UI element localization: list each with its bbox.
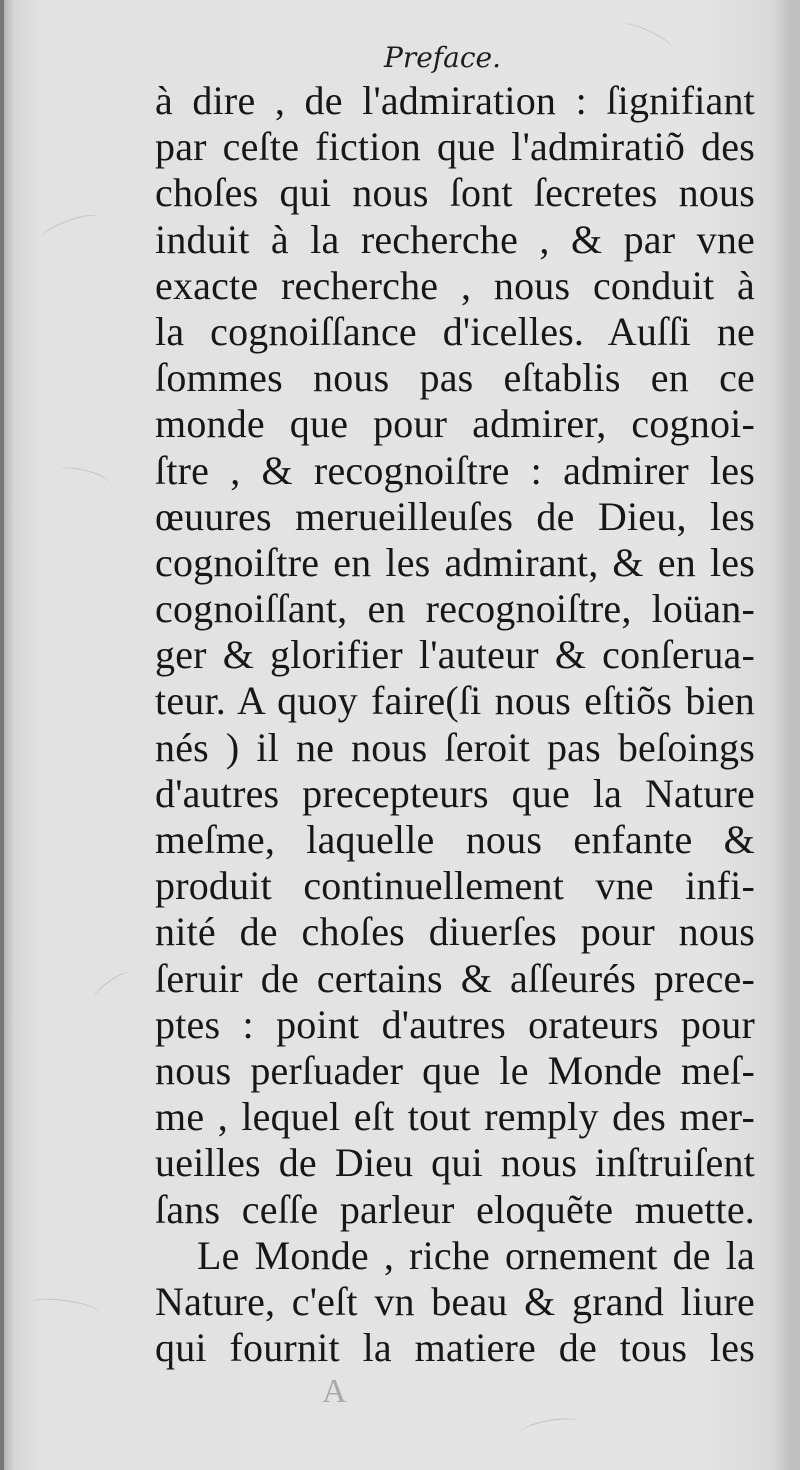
text-line: cognoiſſant, en recognoiſtre, loüan-: [155, 586, 755, 632]
text-line: ſtre , & recognoiſtre : admirer les: [155, 447, 755, 493]
text-line: la cognoiſſance d'icelles. Auſſi ne: [155, 308, 755, 354]
body-text: [155, 78, 755, 1371]
text-line: d'autres precepteurs que la Nature: [155, 770, 755, 816]
text-line: par ceſte fiction que l'admiratiõ des: [155, 124, 755, 170]
paper-fiber: [29, 1295, 101, 1322]
text-line: nés ) il ne nous ſeroit pas beſoings: [155, 724, 755, 770]
paper-fiber: [91, 968, 133, 1002]
text-line: teur. A quoy faire(ſi nous eſtiõs bien: [155, 678, 755, 724]
text-line: ſommes nous pas eſtablis en ce: [155, 355, 755, 401]
text-line: exacte recherche , nous conduit à: [155, 262, 755, 308]
page-fold-shadow: [776, 0, 800, 1470]
signature-mark: A: [322, 1373, 347, 1410]
text-line: choſes qui nous ſont ſecretes nous: [155, 170, 755, 216]
paragraph-first-line: Le Monde , riche ornement de la: [197, 1232, 755, 1278]
text-line: œuures merueilleuſes de Dieu, les: [155, 493, 755, 539]
text-line: nité de choſes diuerſes pour nous: [155, 909, 755, 955]
text-line: qui fournit la matiere de tous les: [155, 1325, 755, 1371]
text-line: monde que pour admirer, cognoi-: [155, 401, 755, 447]
paper-fiber: [59, 464, 111, 489]
running-head: Preface.: [384, 41, 502, 74]
text-line: meſme, laquelle nous enfante &: [155, 817, 755, 862]
text-line: nous perſuader que le Monde meſ-: [155, 1047, 755, 1093]
text-line: ſans ceſſe parleur eloquẽte muette.: [155, 1186, 755, 1232]
text-line: ueilles de Dieu qui nous inſtruiſent: [155, 1140, 755, 1186]
text-line: induit à la recherche , & par vne: [155, 216, 755, 262]
page-binding-edge: [0, 0, 4, 1470]
text-line: à dire , de l'admiration : ſignifiant: [155, 78, 755, 123]
text-line: ſeruir de certains & aſſeurés prece-: [155, 955, 755, 1001]
paper-fiber: [620, 19, 674, 54]
text-line: ger & glorifier l'auteur & conſerua-: [155, 632, 755, 678]
paper-fiber: [519, 1415, 581, 1440]
text-line: cognoiſtre en les admirant, & en les: [155, 539, 755, 585]
text-line: me , lequel eſt tout remply des mer-: [155, 1094, 755, 1140]
text-line: produit continuellement vne infi-: [155, 863, 755, 909]
text-line: Nature, c'eſt vn beau & grand liure: [155, 1278, 755, 1324]
paper-fiber: [39, 210, 101, 245]
text-line: ptes : point d'autres orateurs pour: [155, 1001, 755, 1047]
